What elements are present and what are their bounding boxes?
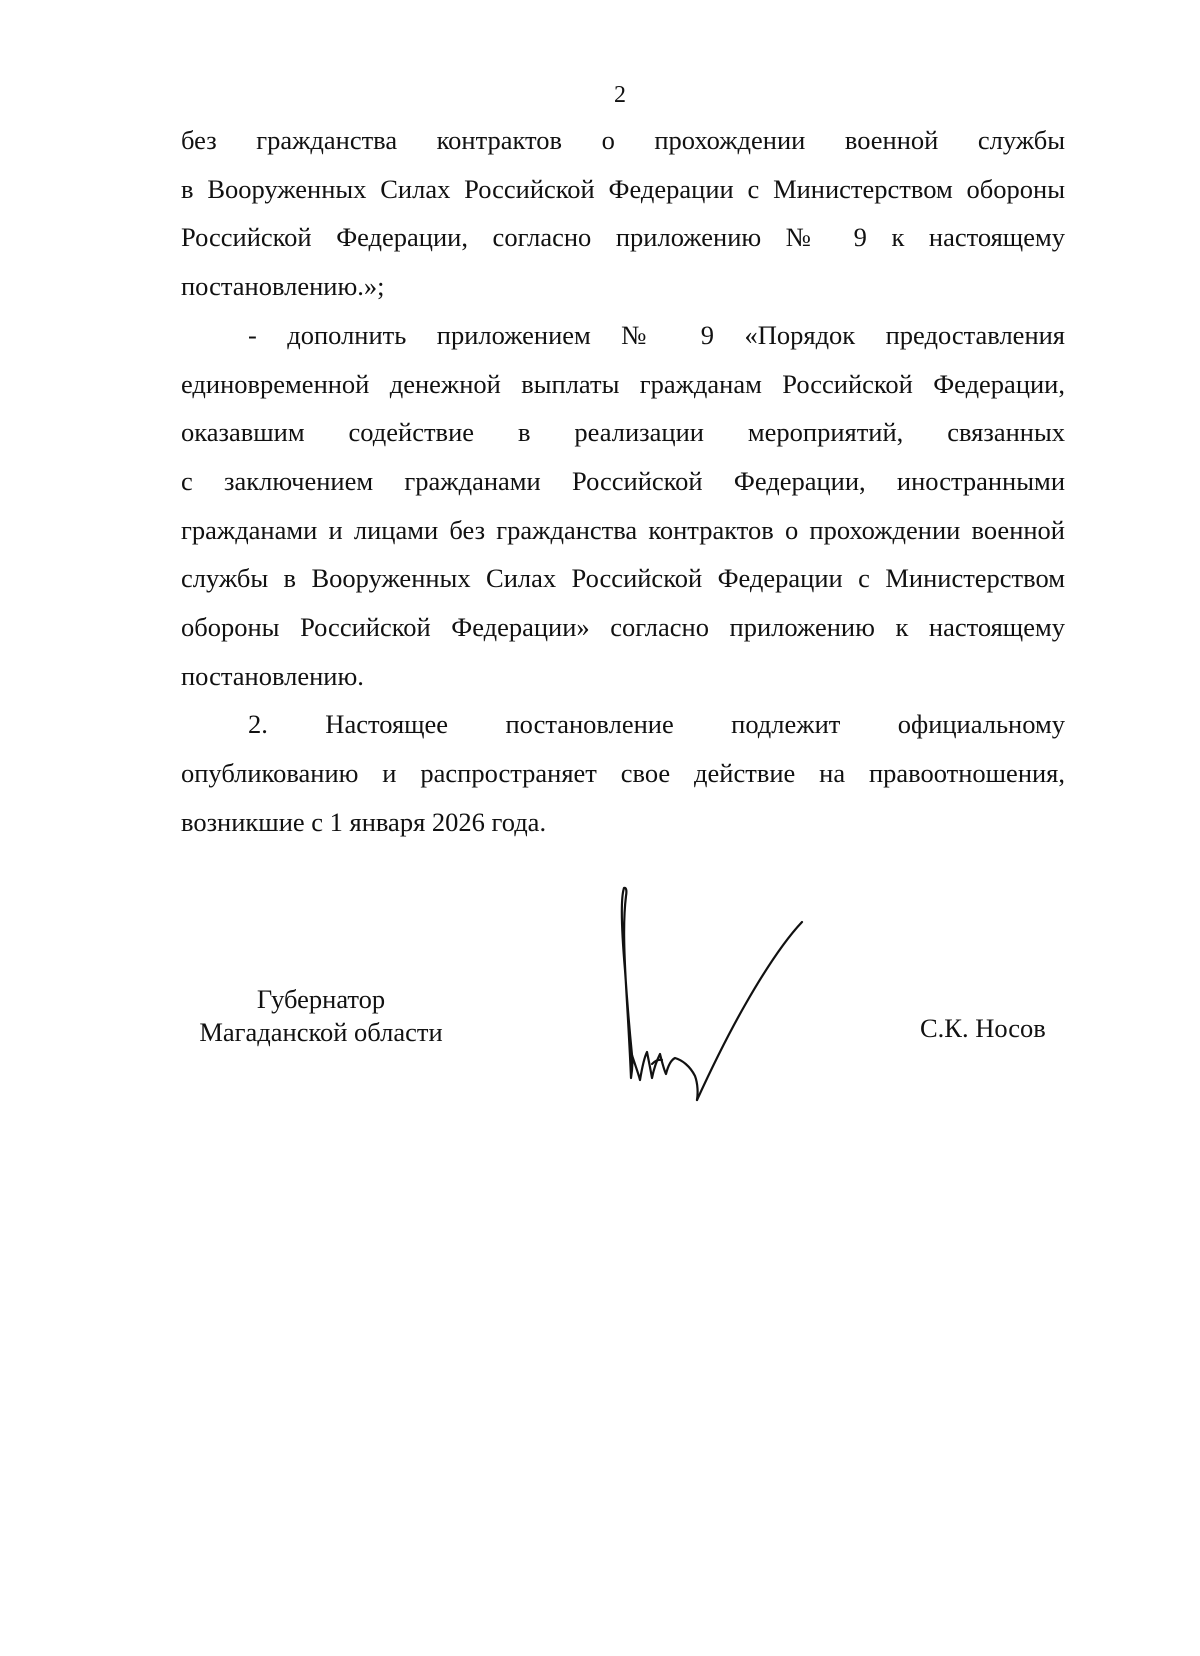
text-line: с заключением гражданами Российской Федерации, иностранными bbox=[181, 465, 1065, 496]
text-line: оказавшим содействие в реализации мероприятий, связанных bbox=[181, 417, 1065, 448]
text-line: в Вооруженных Силах Российской Федерации с Министерством обороны bbox=[181, 173, 1065, 204]
text-line: 2. Настоящее постановление подлежит официальному bbox=[248, 709, 1065, 740]
text-line: службы в Вооруженных Силах Российской Федерации с Министерством bbox=[181, 563, 1065, 594]
text-line: гражданами и лицами без гражданства контрактов о прохождении военной bbox=[181, 514, 1065, 545]
page-number: 2 bbox=[614, 82, 626, 108]
text-line: опубликованию и распространяет свое действие на правоотношения, bbox=[181, 758, 1065, 789]
text-line: без гражданства контрактов о прохождении военной службы bbox=[181, 125, 1065, 155]
signer-name: С.К. Носов bbox=[920, 1013, 1046, 1043]
text-line: возникшие с 1 января 2026 года. bbox=[181, 806, 547, 837]
signer-position-line: Губернатор bbox=[256, 984, 386, 1014]
signer-position bbox=[181, 983, 461, 1049]
text-line: обороны Российской Федерации» согласно приложению к настоящему bbox=[181, 612, 1065, 643]
text-line: Российской Федерации, согласно приложению № 9 к настоящему bbox=[181, 222, 1065, 253]
text-line: постановлению. bbox=[181, 660, 364, 691]
text-line: - дополнить приложением № 9 «Порядок предоставления bbox=[248, 319, 1065, 350]
text-line: единовременной денежной выплаты гражданам Российской Федерации, bbox=[181, 368, 1065, 399]
signer-position-line: Магаданской области bbox=[199, 1017, 443, 1047]
text-line: постановлению.»; bbox=[181, 271, 385, 302]
handwritten-signature bbox=[600, 840, 860, 1110]
